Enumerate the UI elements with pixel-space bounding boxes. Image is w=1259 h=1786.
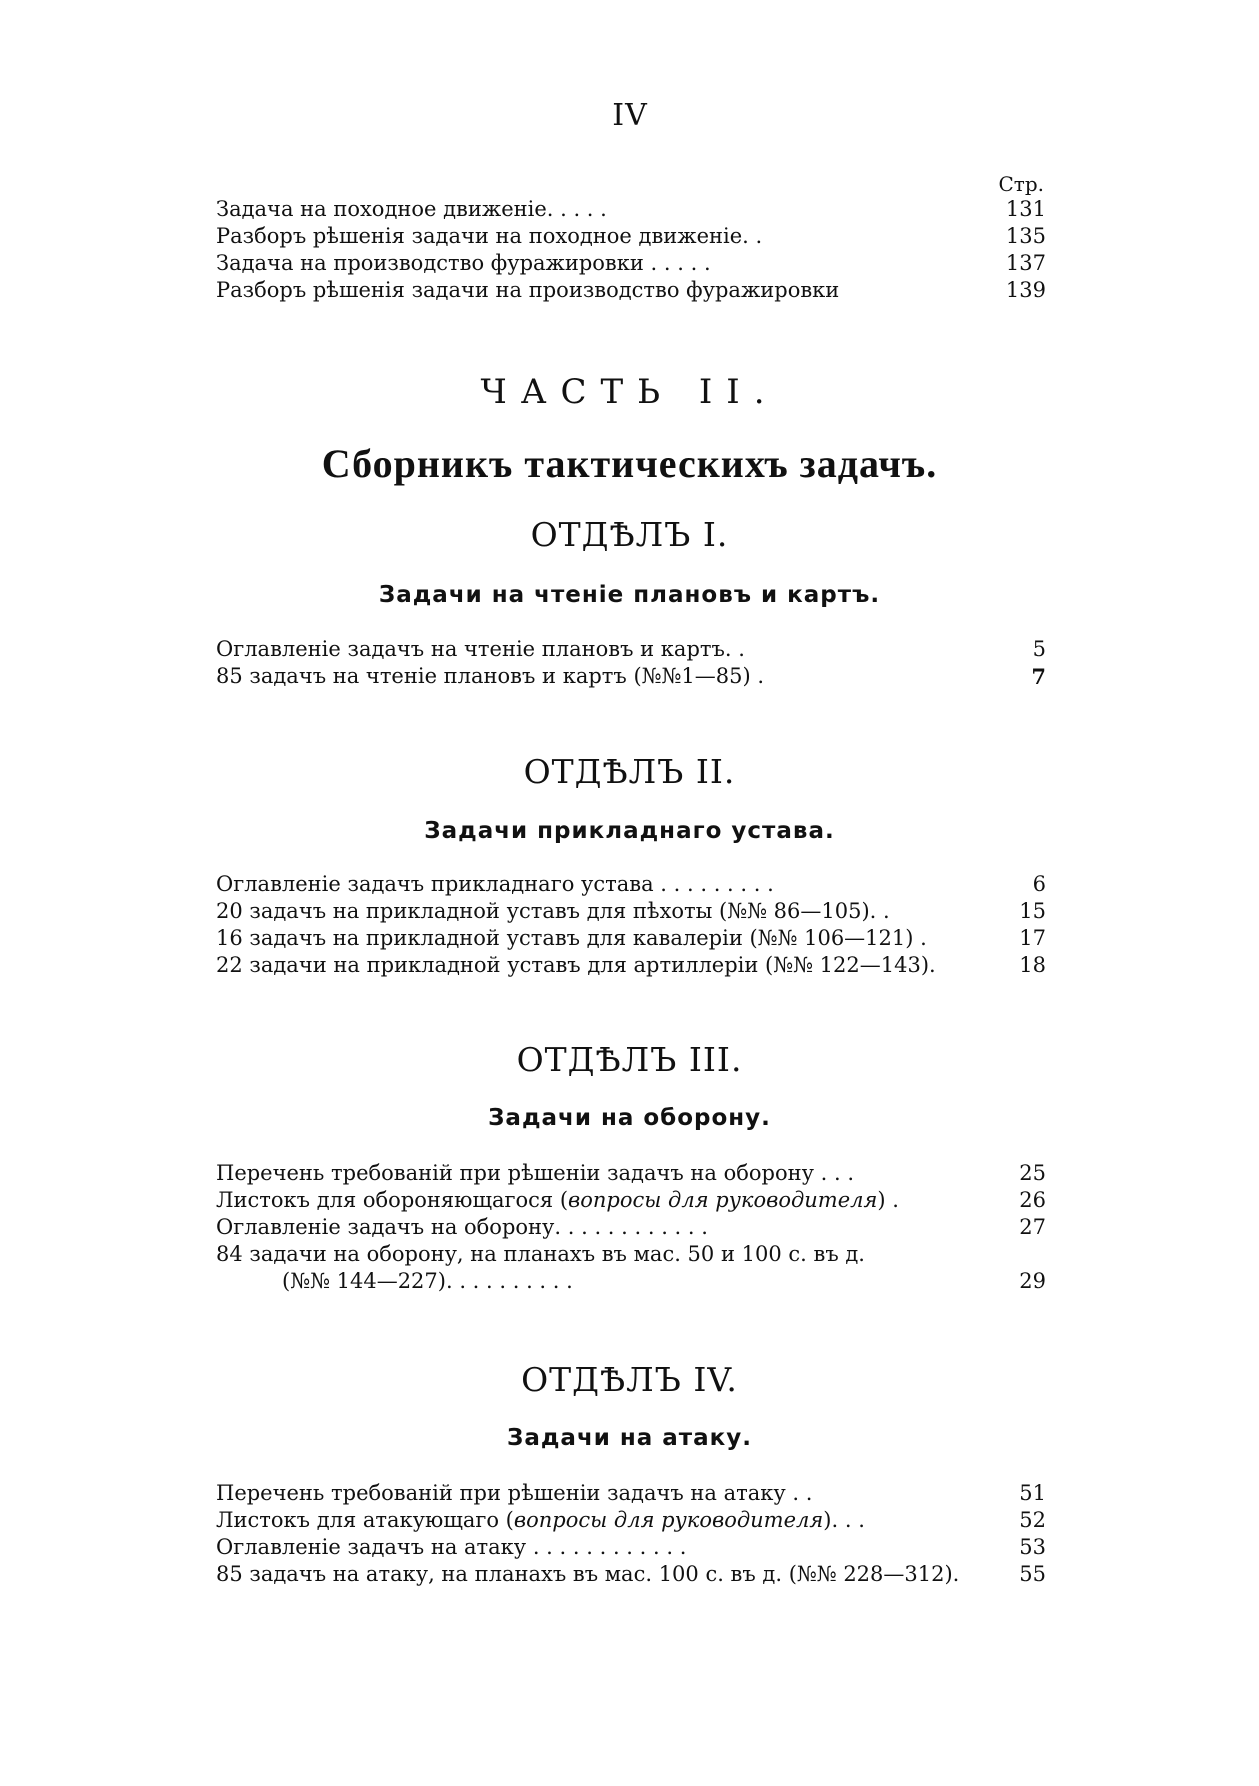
entry-page: 7 (1031, 664, 1046, 689)
entry-title: 22 задачи на прикладной уставъ для артиллеріи (№№ 122—143). (216, 953, 936, 977)
entry-title: Задача на производство фуражировки . . . . . (216, 251, 711, 275)
toc-entry[interactable] (216, 223, 1046, 250)
entry-page: 15 (1019, 899, 1046, 923)
section-entries (216, 636, 1046, 690)
entry-page: 17 (1019, 926, 1046, 950)
entry-title: Перечень требованій при рѣшеніи задачъ на атаку . . (216, 1481, 813, 1505)
toc-entry[interactable] (216, 1268, 1046, 1295)
entry-title: Оглавленіе задачъ на оборону. . . . . . . . . . . . (216, 1215, 708, 1239)
toc-entry[interactable] (216, 952, 1046, 979)
page-column-label: Стр. (998, 172, 1044, 196)
entry-title: Оглавленіе задачъ на чтеніе плановъ и картъ. . (216, 637, 745, 661)
toc-entry[interactable] (216, 250, 1046, 277)
toc-entry[interactable] (216, 871, 1046, 898)
entry-page: 27 (1019, 1215, 1046, 1239)
section-title: ОТДѢЛЪ III. (516, 1040, 743, 1079)
toc-entry[interactable] (216, 277, 1046, 304)
entry-title: Задача на походное движеніе. . . . . (216, 197, 607, 221)
toc-entry[interactable] (216, 196, 1046, 223)
toc-entry[interactable] (216, 1480, 1046, 1507)
entry-page: 137 (1005, 251, 1046, 275)
part-title: ЧАСТЬ II. (480, 372, 779, 412)
section-title: ОТДѢЛЪ I. (530, 515, 729, 554)
toc-top-entries (216, 196, 1046, 304)
section-subtitle: Задачи на оборону. (488, 1105, 771, 1131)
page-number: IV (612, 98, 648, 133)
entry-title: (№№ 144—227). . . . . . . . . . (282, 1269, 573, 1293)
toc-entry[interactable] (216, 1214, 1046, 1241)
entry-title: Разборъ рѣшенія задачи на производство фуражировки (216, 278, 840, 302)
entry-title: Листокъ для обороняющагося (вопросы для руководителя) . (216, 1188, 899, 1212)
section-subtitle: Задачи прикладнаго устава. (424, 818, 835, 844)
section-title: ОТДѢЛЪ II. (523, 752, 736, 791)
toc-entry[interactable] (216, 898, 1046, 925)
entry-title: Перечень требованій при рѣшеніи задачъ на оборону . . . (216, 1161, 855, 1185)
entry-page: 6 (1032, 872, 1046, 896)
section-entries (216, 871, 1046, 979)
section-entries (216, 1480, 1046, 1588)
entry-page: 55 (1019, 1562, 1046, 1586)
entry-page: 25 (1019, 1161, 1046, 1185)
entry-title: 84 задачи на оборону, на планахъ въ мас. 50 и 100 с. въ д. (216, 1242, 865, 1266)
entry-page: 135 (1005, 224, 1046, 248)
entry-title: Разборъ рѣшенія задачи на походное движеніе. . (216, 224, 763, 248)
entry-title: Листокъ для атакующаго (вопросы для руководителя). . . (216, 1508, 865, 1532)
entry-page: 18 (1019, 953, 1046, 977)
entry-page: 51 (1019, 1481, 1046, 1505)
entry-title: Оглавленіе задачъ на атаку . . . . . . . . . . . . (216, 1535, 687, 1559)
section-entries (216, 1160, 1046, 1295)
entry-page: 5 (1032, 637, 1046, 661)
entry-title: Оглавленіе задачъ прикладнаго устава . . . . . . . . . (216, 872, 774, 896)
toc-entry[interactable] (216, 1241, 1046, 1268)
toc-entry[interactable] (216, 663, 1046, 690)
entry-page: 29 (1019, 1269, 1046, 1293)
entry-page: 53 (1019, 1535, 1046, 1559)
entry-title: 20 задачъ на прикладной уставъ для пѣхоты (№№ 86—105). . (216, 899, 890, 923)
entry-page: 52 (1019, 1508, 1046, 1532)
section-subtitle: Задачи на чтеніе плановъ и картъ. (378, 582, 881, 608)
entry-title: 85 задачъ на атаку, на планахъ въ мас. 100 с. въ д. (№№ 228—312). (216, 1562, 960, 1586)
toc-entry[interactable] (216, 925, 1046, 952)
section-subtitle: Задачи на атаку. (506, 1425, 752, 1451)
entry-title: 16 задачъ на прикладной уставъ для кавалеріи (№№ 106—121) . (216, 926, 927, 950)
toc-entry[interactable] (216, 1187, 1046, 1214)
entry-page: 131 (1005, 197, 1046, 221)
toc-entry[interactable] (216, 636, 1046, 663)
toc-entry[interactable] (216, 1160, 1046, 1187)
toc-entry[interactable] (216, 1507, 1046, 1534)
entry-page: 26 (1019, 1188, 1046, 1212)
section-title: ОТДѢЛЪ IV. (521, 1360, 738, 1399)
toc-entry[interactable] (216, 1561, 1046, 1588)
collection-title: Сборникъ тактическихъ задачъ. (321, 441, 938, 486)
entry-page: 139 (1005, 278, 1046, 302)
toc-entry[interactable] (216, 1534, 1046, 1561)
entry-title: 85 задачъ на чтеніе плановъ и картъ (№№1—85) . (216, 664, 765, 688)
